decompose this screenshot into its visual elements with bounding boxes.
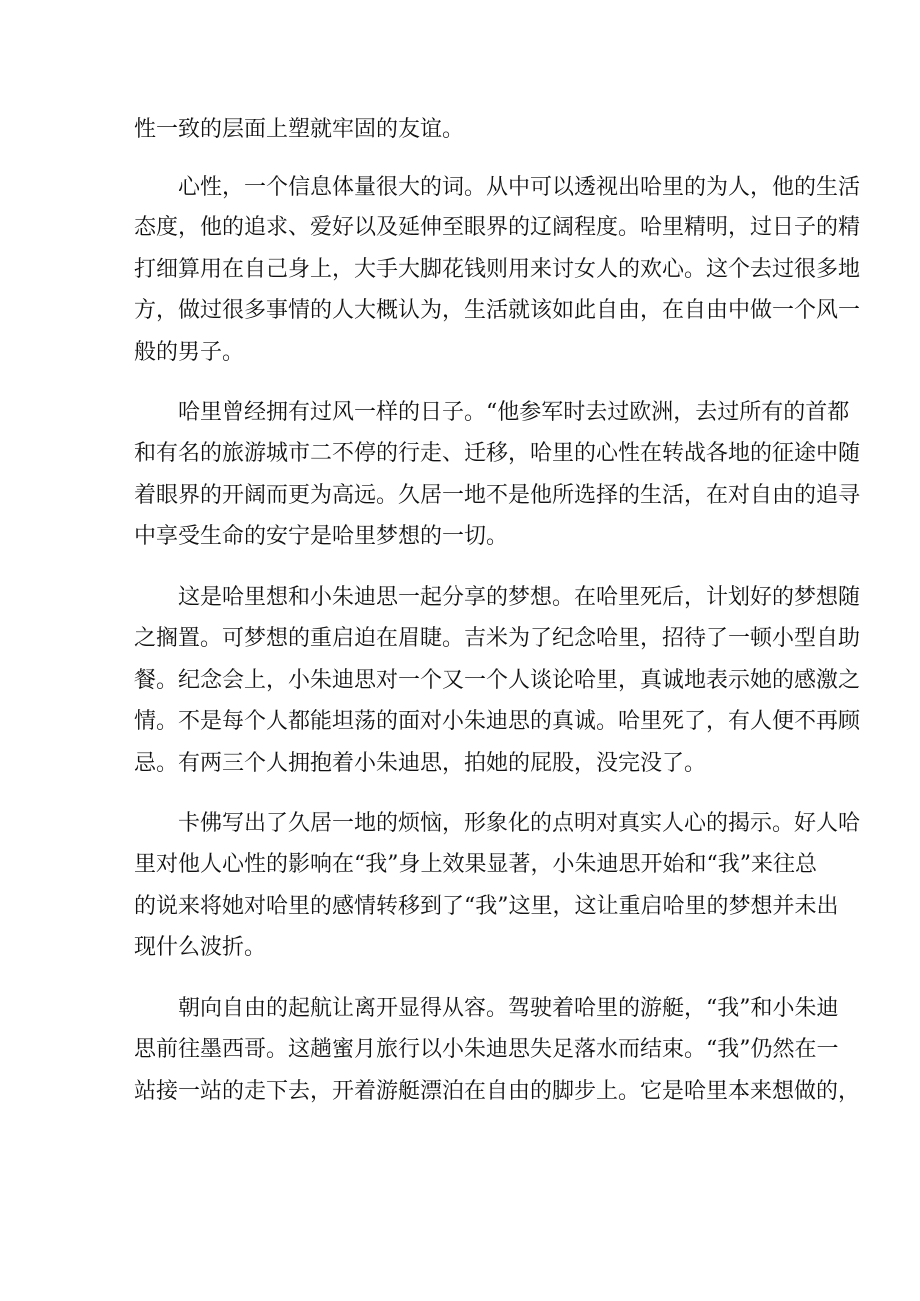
text-line: 方，做过很多事情的人大概认为，生活就该如此自由，在自由中做一个风一 — [134, 298, 861, 323]
text-line: 中享受生命的安宁是哈里梦想的一切。 — [134, 524, 509, 549]
text-line: 打细算用在自己身上，大手大脚花钱则用来讨女人的欢心。这个去过很多地 — [134, 257, 861, 282]
text-line: 这是哈里想和小朱迪思一起分享的梦想。在哈里死后，计划好的梦想随 — [178, 585, 861, 610]
text-line: 忌。有两三个人拥抱着小朱迪思，拍她的屁股，没完没了。 — [134, 751, 707, 776]
text-line: 之搁置。可梦想的重启迫在眉睫。吉米为了纪念哈里，招待了一顿小型自助 — [134, 626, 861, 651]
text-line: 里对他人心性的影响在“我”身上效果显著，小朱迪思开始和“我”来往总 — [134, 852, 817, 877]
text-line: 心性，一个信息体量很大的词。从中可以透视出哈里的为人，他的生活 — [178, 175, 861, 200]
text-line: 站接一站的走下去，开着游艇漂泊在自由的脚步上。它是哈里本来想做的， — [134, 1079, 861, 1104]
text-line: 朝向自由的起航让离开显得从容。驾驶着哈里的游艇，“我”和小朱迪 — [178, 996, 839, 1021]
text-line: 般的男子。 — [134, 340, 245, 365]
text-line: 现什么波折。 — [134, 935, 267, 960]
text-line: 思前往墨西哥。这趟蜜月旅行以小朱迪思失足落水而结束。“我”仍然在一 — [134, 1037, 839, 1062]
text-line: 卡佛写出了久居一地的烦恼，形象化的点明对真实人心的揭示。好人哈 — [178, 811, 861, 836]
text-line: 的说来将她对哈里的感情转移到了“我”这里，这让重启哈里的梦想并未出 — [134, 894, 839, 919]
text-line: 情。不是每个人都能坦荡的面对小朱迪思的真诚。哈里死了，有人便不再顾 — [134, 709, 861, 734]
text-line: 态度，他的追求、爱好以及延伸至眼界的辽阔程度。哈里精明，过日子的精 — [134, 215, 861, 240]
text-line: 和有名的旅游城市二不停的行走、迁移，哈里的心性在转战各地的征途中随 — [134, 441, 861, 466]
text-line: 哈里曾经拥有过风一样的日子。“他参军时去过欧洲，去过所有的首都 — [178, 400, 850, 425]
text-line: 着眼界的开阔而更为高远。久居一地不是他所选择的生活，在对自由的追寻 — [134, 483, 861, 508]
text-line: 餐。纪念会上，小朱迪思对一个又一个人谈论哈里，真诚地表示她的感激之 — [134, 668, 861, 693]
text-line: 性一致的层面上塑就牢固的友谊。 — [134, 117, 465, 142]
